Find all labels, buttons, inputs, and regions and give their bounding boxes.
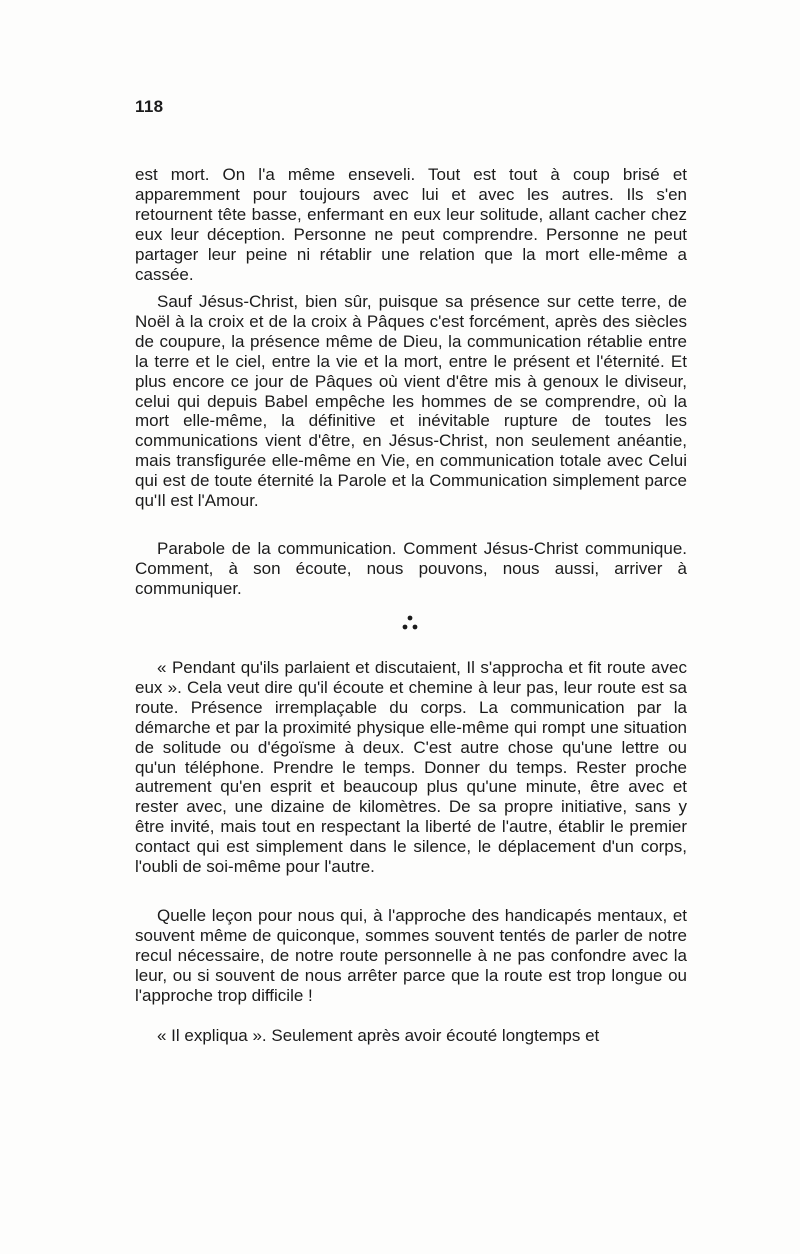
page-number: 118 [135,97,164,116]
paragraph-text: « Pendant qu'ils parlaient et discutaient, Il s'approcha et fit route avec eux ». Cela veut dire qu'il écoute et chemine à leur pas, leur route est sa route. Présence irremplaçable du corps. La communication par la démarche et par la proximité physique elle-même qui rompt une situation de solitude ou d'égoïsme à deux. C'est autre chose qu'une lettre ou qu'un téléphone. Prendre le temps. Donner du temps. Rester proche autrement qu'en esprit et beaucoup plus qu'une minute, être avec et rester avec, une dizaine de kilomètres. De sa propre initiative, sans y être invité, mais tout en respectant la liberté de l'autre, établir le premier contact qui est simplement dans le silence, le déplacement d'un corps, l'oubli de soi-même pour l'autre. [135,658,687,877]
paragraph-text: Quelle leçon pour nous qui, à l'approche des handicapés mentaux, et souvent même de quiconque, sommes souvent tentés de parler de notre recul nécessaire, de notre route personnelle à ne pas confondre avec la leur, ou si souvent de nous arrêter parce que la route est trop longue ou l'approche trop difficile ! [135,906,687,1005]
paragraph-text: « Il expliqua ». Seulement après avoir écouté longtemps et [157,1026,600,1045]
paragraph-1 [135,165,687,284]
paragraph-3 [135,539,687,599]
paragraph-2 [135,292,687,511]
paragraph-text: est mort. On l'a même enseveli. Tout est tout à coup brisé et apparemment pour toujours avec lui et avec les autres. Ils s'en retournent tête basse, enfermant en eux leur solitude, allant cacher chez eux leur déception. Personne ne peut comprendre. Personne ne peut partager leur peine ni rétablir une relation que la mort elle-même a cassée. [135,165,687,284]
asterism-icon [400,613,420,635]
paragraph-text: Sauf Jésus-Christ, bien sûr, puisque sa présence sur cette terre, de Noël à la croix et de la croix à Pâques c'est forcément, après des siècles de coupure, la présence même de Dieu, la communication rétablie entre la terre et le ciel, entre la vie et la mort, entre le présent et l'éternité. Et plus encore ce jour de Pâques où vient d'être mis à genoux le diviseur, celui qui depuis Babel empêche les hommes de se comprendre, où la mort elle-même, la définitive et inévitable rupture de toutes les communications vient d'être, en Jésus-Christ, non seulement anéantie, mais transfigurée elle-même en Vie, en communication totale avec Celui qui est de toute éternité la Parole et la Communication simplement parce qu'Il est l'Amour. [135,292,687,511]
paragraph-4 [135,658,687,877]
paragraph-6 [135,1026,687,1046]
paragraph-5 [135,906,687,1006]
paragraph-text: Parabole de la communication. Comment Jésus-Christ communique. Comment, à son écoute, nous pouvons, nous aussi, arriver à communiquer. [135,539,687,598]
